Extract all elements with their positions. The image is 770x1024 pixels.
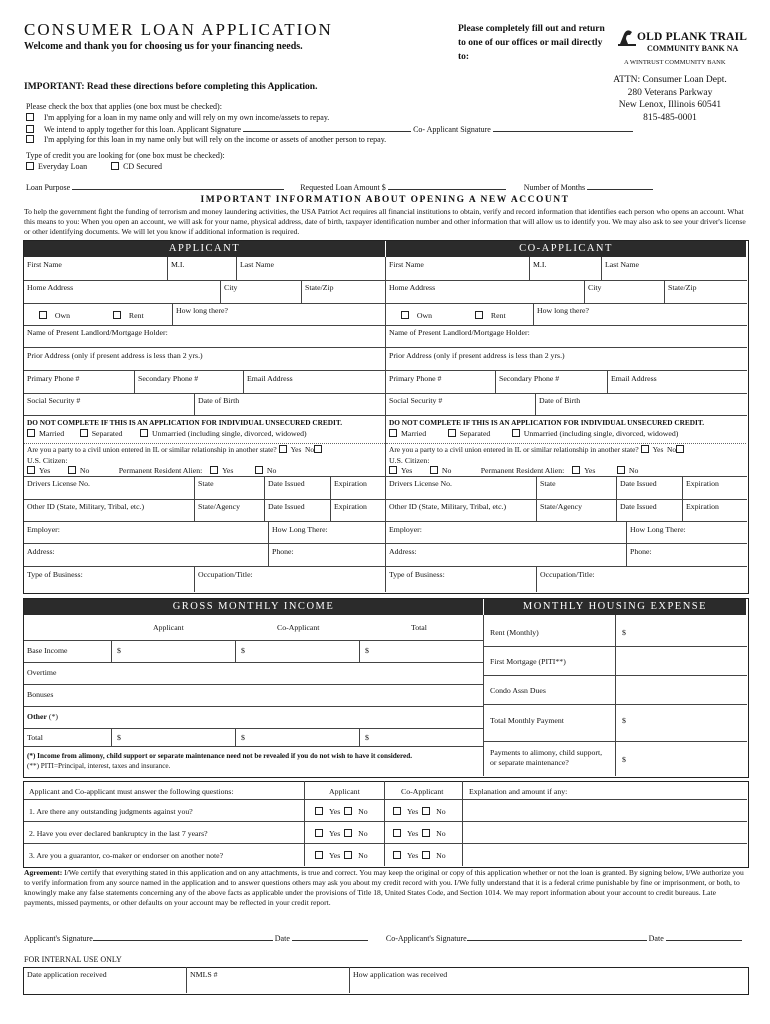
option2-label: We intend to apply together for this loan. Applicant Signature <box>44 125 242 134</box>
co-business[interactable]: Type of Business: <box>389 570 445 579</box>
app-alien-label: Permanent Resident Alien: <box>118 466 203 475</box>
co-own-label: Own <box>416 311 433 320</box>
app-own-checkbox[interactable] <box>39 311 47 319</box>
co-separated-checkbox[interactable] <box>448 429 456 437</box>
co-citizen-no[interactable] <box>430 466 438 474</box>
option3-checkbox[interactable] <box>26 135 34 143</box>
question-2: 2. Have you ever declared bankruptcy in the last 7 years? <box>29 829 208 838</box>
app-business[interactable]: Type of Business: <box>27 570 83 579</box>
co-married-label: Married <box>401 429 427 438</box>
important-note: IMPORTANT: Read these directions before completing this Application. <box>24 82 318 92</box>
question-1: 1. Are there any outstanding judgments against you? <box>29 807 193 816</box>
app-emp-howlong[interactable]: How Long There: <box>272 525 328 534</box>
bank-logo <box>618 26 752 74</box>
co-dl-state[interactable]: State <box>540 479 556 488</box>
app-id-issued[interactable]: Date Issued <box>268 502 305 511</box>
mortgage-label: First Mortgage (PITI**) <box>490 657 566 666</box>
months-label: Number of Months <box>523 183 586 192</box>
total-payment-label: Total Monthly Payment <box>490 716 564 725</box>
option2-checkbox[interactable] <box>26 125 34 133</box>
co-union-label: Are you a party to a civil union entered in IL or similar relationship in another state? <box>389 445 639 454</box>
logo-subname: COMMUNITY BANK NA <box>647 44 739 53</box>
app-landlord[interactable]: Name of Present Landlord/Mortgage Holder: <box>27 328 168 337</box>
app-separated-checkbox[interactable] <box>80 429 88 437</box>
co-landlord[interactable]: Name of Present Landlord/Mortgage Holder: <box>389 328 530 337</box>
alimony-label: Payments to alimony, child support, or separate maintenance? <box>490 748 603 767</box>
coapplicant-date-field[interactable] <box>666 932 742 941</box>
co-rent-checkbox[interactable] <box>475 311 483 319</box>
base-income-applicant[interactable]: $ <box>117 646 121 655</box>
loan-details <box>26 181 653 192</box>
q2-app-no[interactable] <box>344 829 352 837</box>
co-emp-phone[interactable]: Phone: <box>630 547 652 556</box>
coapplicant-date-label: Date <box>648 934 664 943</box>
q1-co-yes[interactable] <box>393 807 401 815</box>
co-home-address[interactable]: Home Address <box>389 283 436 292</box>
q2-app-yes[interactable] <box>315 829 323 837</box>
app-primary-phone[interactable]: Primary Phone # <box>27 374 80 383</box>
income-col-total: Total <box>411 623 427 632</box>
option1-label: I'm applying for a loan in my name only and will rely on my own income/assets to repay. <box>44 113 330 122</box>
co-unmarried-label: Unmarried (including single, divorced, widowed) <box>523 429 679 438</box>
app-warning: DO NOT COMPLETE IF THIS IS AN APPLICATION FOR INDIVIDUAL UNSECURED CREDIT. <box>27 418 343 427</box>
app-home-address[interactable]: Home Address <box>27 283 74 292</box>
total-income-label: Total <box>27 733 43 742</box>
co-id-agency[interactable]: State/Agency <box>540 502 583 511</box>
internal-use-label: FOR INTERNAL USE ONLY <box>24 955 122 964</box>
cd-secured-label: CD Secured <box>123 162 162 171</box>
app-own-label: Own <box>54 311 71 320</box>
co-emp-howlong[interactable]: How Long There: <box>630 525 686 534</box>
co-last-name[interactable]: Last Name <box>605 260 639 269</box>
app-email[interactable]: Email Address <box>247 374 293 383</box>
co-warning: DO NOT COMPLETE IF THIS IS AN APPLICATION FOR INDIVIDUAL UNSECURED CREDIT. <box>389 418 705 427</box>
q1-co-no-label: No <box>436 807 446 816</box>
applicant-date-label: Date <box>274 934 290 943</box>
co-prior-address[interactable]: Prior Address (only if present address is less than 2 yrs.) <box>389 351 565 360</box>
app-union-yes[interactable] <box>279 445 287 453</box>
co-unmarried-checkbox[interactable] <box>512 429 520 437</box>
app-rent-checkbox[interactable] <box>113 311 121 319</box>
city-line: New Lenox, Illinois 60541 <box>618 100 722 110</box>
q3-app-yes-label: Yes <box>328 851 341 860</box>
app-citizen-yes-label: Yes <box>39 466 51 475</box>
street-line: 280 Veterans Parkway <box>627 87 713 98</box>
app-alien-yes-label: Yes <box>222 466 234 475</box>
co-alien-yes-label: Yes <box>584 466 596 475</box>
q-col-coapplicant: Co-Applicant <box>401 787 444 796</box>
co-union-no-label: No <box>667 445 677 454</box>
app-unmarried-label: Unmarried (including single, divorced, widowed) <box>152 429 307 438</box>
co-primary-phone[interactable]: Primary Phone # <box>389 374 442 383</box>
condo-label: Condo Assn Dues <box>490 686 546 695</box>
how-received-field[interactable]: How application was received <box>353 970 448 979</box>
app-how-long[interactable]: How long there? <box>176 306 228 315</box>
applicant-signature-field[interactable] <box>93 932 273 941</box>
co-citizen-yes-label: Yes <box>401 466 413 475</box>
date-received-field[interactable]: Date application received <box>27 970 107 979</box>
app-citizen-no-label: No <box>79 466 90 475</box>
applicant-signature-label: Applicant's Signature <box>24 934 93 943</box>
app-married-checkbox[interactable] <box>27 429 35 437</box>
phone-line: 815-485-0001 <box>643 112 697 123</box>
option1-checkbox[interactable] <box>26 113 34 121</box>
q3-co-no-label: No <box>436 851 446 860</box>
income-note-1: (*) Income from alimony, child support or separate maintenance need not be revealed if you do not wish to have it considered. <box>27 752 412 760</box>
applicant-header: APPLICANT <box>24 241 385 257</box>
co-employer[interactable]: Employer: <box>389 525 422 534</box>
app-dl-issued[interactable]: Date Issued <box>268 479 305 488</box>
coapplicant-signature-line[interactable] <box>493 123 633 132</box>
app-id-agency[interactable]: State/Agency <box>198 502 241 511</box>
co-union-yes-label: Yes <box>652 445 664 454</box>
app-dl-state[interactable]: State <box>198 479 214 488</box>
app-dl-exp[interactable]: Expiration <box>334 479 367 488</box>
option2-co-label: Co- Applicant Signature <box>413 125 491 134</box>
income-note-2: (**) PITI=Principal, interest, taxes and insurance. <box>27 762 171 770</box>
income-header: GROSS MONTHLY INCOME <box>24 599 483 615</box>
agreement-label: Agreement: <box>24 868 63 877</box>
app-citizen-label: U.S. Citizen: <box>27 456 68 465</box>
app-separated-label: Separated <box>91 429 123 438</box>
co-dl-issued[interactable]: Date Issued <box>620 479 657 488</box>
tree-icon <box>618 26 636 46</box>
agreement-text <box>24 868 746 908</box>
co-id-exp[interactable]: Expiration <box>686 502 719 511</box>
applicant-signature-line[interactable] <box>243 123 411 132</box>
loan-purpose-label: Loan Purpose <box>26 183 71 192</box>
co-dl-exp[interactable]: Expiration <box>686 479 719 488</box>
co-union-yes[interactable] <box>641 445 649 453</box>
app-alien-no-label: No <box>266 466 277 475</box>
q3-app-yes[interactable] <box>315 851 323 859</box>
app-union-label: Are you a party to a civil union entered in IL or similar relationship in another state? <box>27 445 277 454</box>
q1-app-no[interactable] <box>344 807 352 815</box>
co-rent-label: Rent <box>490 311 506 320</box>
co-dob[interactable]: Date of Birth <box>539 396 581 405</box>
everyday-loan-label: Everyday Loan <box>38 162 88 171</box>
app-dl[interactable]: Drivers License No. <box>27 479 91 488</box>
q2-co-no-label: No <box>436 829 446 838</box>
co-id-issued[interactable]: Date Issued <box>620 502 657 511</box>
overtime-label[interactable]: Overtime <box>27 668 57 677</box>
q2-co-no[interactable] <box>422 829 430 837</box>
app-married-label: Married <box>39 429 65 438</box>
signature-row <box>24 932 748 943</box>
income-col-coapplicant: Co-Applicant <box>277 623 320 632</box>
co-dl[interactable]: Drivers License No. <box>389 479 453 488</box>
app-emp-address[interactable]: Address: <box>27 547 55 556</box>
attn-line: ATTN: Consumer Loan Dept. <box>613 75 727 85</box>
q3-co-no[interactable] <box>422 851 430 859</box>
app-alien-no[interactable] <box>255 466 263 474</box>
co-ssn[interactable]: Social Security # <box>389 396 443 405</box>
income-col-applicant: Applicant <box>153 623 184 632</box>
alimony-amount[interactable]: $ <box>622 755 626 764</box>
app-citizen-no[interactable] <box>68 466 76 474</box>
coapplicant-signature-label: Co-Applicant's Signature <box>385 934 467 943</box>
co-union-no[interactable] <box>676 445 684 453</box>
app-rent-label: Rent <box>128 311 144 320</box>
cd-secured-checkbox[interactable] <box>111 162 119 170</box>
housing-header: MONTHLY HOUSING EXPENSE <box>484 599 746 615</box>
other-income-word: Other <box>27 712 47 721</box>
app-unmarried-checkbox[interactable] <box>140 429 148 437</box>
base-income-label: Base Income <box>27 646 68 655</box>
co-alien-no[interactable] <box>617 466 625 474</box>
logo-wintrust: A WINTRUST COMMUNITY BANK <box>624 59 726 66</box>
nmls-field[interactable]: NMLS # <box>190 970 218 979</box>
loan-amount-field[interactable] <box>388 181 506 190</box>
loan-purpose-field[interactable] <box>72 181 284 190</box>
credit-type <box>26 150 225 172</box>
bonuses-label[interactable]: Bonuses <box>27 690 54 699</box>
co-city[interactable]: City <box>588 283 602 292</box>
applicant-type-checklist <box>26 101 633 145</box>
months-field[interactable] <box>587 181 653 190</box>
app-union-no-label: No <box>305 445 315 454</box>
patriot-heading: IMPORTANT INFORMATION ABOUT OPENING A NEW ACCOUNT <box>200 195 570 205</box>
co-alien-no-label: No <box>628 466 639 475</box>
co-own-checkbox[interactable] <box>401 311 409 319</box>
app-union-yes-label: Yes <box>290 445 302 454</box>
co-citizen-label: U.S. Citizen: <box>389 456 430 465</box>
total-income-applicant[interactable]: $ <box>117 733 121 742</box>
co-how-long[interactable]: How long there? <box>537 306 589 315</box>
app-citizen-yes[interactable] <box>27 466 35 474</box>
q1-app-no-label: No <box>358 807 368 816</box>
co-first-name[interactable]: First Name <box>389 260 424 269</box>
q2-co-yes[interactable] <box>393 829 401 837</box>
loan-amount-label: Requested Loan Amount $ <box>300 183 386 192</box>
q3-co-yes[interactable] <box>393 851 401 859</box>
applicant-date-field[interactable] <box>292 932 368 941</box>
app-secondary-phone[interactable]: Secondary Phone # <box>138 374 199 383</box>
q2-app-yes-label: Yes <box>328 829 341 838</box>
co-mi[interactable]: M.I. <box>533 260 547 269</box>
app-occupation[interactable]: Occupation/Title: <box>198 570 253 579</box>
app-mi[interactable]: M.I. <box>171 260 185 269</box>
patriot-text: To help the government fight the funding of terrorism and money laundering activities, the USA Patriot Act requires all financial institutions to obtain, verify and record information that identifies each person who opens an account. What this means to you: When you open an account, we will ask for your name, physical address, date of birth, taxpayer identification number and other information that will allow us to identify you. We may also ask to see your driver's license or other identifying documents. We will let you know if additional information is required. <box>24 207 746 236</box>
app-other-id[interactable]: Other ID (State, Military, Tribal, etc.) <box>27 502 145 511</box>
rent-label: Rent (Monthly) <box>490 628 539 637</box>
form-title: CONSUMER LOAN APPLICATION <box>24 20 333 39</box>
q-col-explain: Explanation and amount if any: <box>469 787 568 796</box>
return-instructions: Please completely fill out and return to one of our offices or mail directly to: <box>458 24 605 62</box>
app-union-no[interactable] <box>314 445 322 453</box>
q1-co-no[interactable] <box>422 807 430 815</box>
app-last-name[interactable]: Last Name <box>240 260 274 269</box>
q2-co-yes-label: Yes <box>406 829 419 838</box>
app-ssn[interactable]: Social Security # <box>27 396 81 405</box>
total-income-total[interactable]: $ <box>365 733 369 742</box>
q2-app-no-label: No <box>358 829 368 838</box>
co-citizen-yes[interactable] <box>389 466 397 474</box>
other-income-mark: (*) <box>48 712 58 721</box>
base-income-coapplicant[interactable]: $ <box>241 646 245 655</box>
credit-type-label: Type of credit you are looking for (one box must be checked): <box>26 151 225 160</box>
co-alien-yes[interactable] <box>572 466 580 474</box>
question-3: 3. Are you a guarantor, co-maker or endorser on another note? <box>29 851 224 860</box>
other-income-label[interactable] <box>24 710 61 723</box>
co-secondary-phone[interactable]: Secondary Phone # <box>499 374 560 383</box>
q1-app-yes-label: Yes <box>328 807 341 816</box>
total-payment-amount[interactable]: $ <box>622 716 626 725</box>
co-citizen-no-label: No <box>441 466 452 475</box>
co-state-zip[interactable]: State/Zip <box>668 283 697 292</box>
q3-app-no[interactable] <box>344 851 352 859</box>
co-separated-label: Separated <box>459 429 491 438</box>
coapplicant-header: CO-APPLICANT <box>386 241 746 257</box>
everyday-loan-checkbox[interactable] <box>26 162 34 170</box>
co-emp-address[interactable]: Address: <box>389 547 417 556</box>
base-income-total[interactable]: $ <box>365 646 369 655</box>
coapplicant-signature-field[interactable] <box>467 932 647 941</box>
co-other-id[interactable]: Other ID (State, Military, Tribal, etc.) <box>389 502 507 511</box>
co-occupation[interactable]: Occupation/Title: <box>540 570 595 579</box>
app-prior-address[interactable]: Prior Address (only if present address is less than 2 yrs.) <box>27 351 203 360</box>
co-married-checkbox[interactable] <box>389 429 397 437</box>
app-emp-phone[interactable]: Phone: <box>272 547 294 556</box>
agreement-body: I/We certify that everything stated in this application and on any attachments, is true and correct. You may keep the original or copy of this application whether or not the loan is granted. By signing below, I/We authorize you to verify information from any source named in the application and to answer questions others may ask you about my credit record with you. I/We fully understand that it is a federal crime punishable by fine or imprisonment, or both, to knowingly make any false statements concerning any of the above facts as applicable under the provisions of Title 18, United States Code, and Section 1014. We may report information about your account to credit bureaus. Late payments, missed payments, or other defaults on your account may be reflected in your credit report. <box>24 868 744 907</box>
app-city[interactable]: City <box>224 283 238 292</box>
co-email[interactable]: Email Address <box>611 374 657 383</box>
app-id-exp[interactable]: Expiration <box>334 502 367 511</box>
total-income-coapplicant[interactable]: $ <box>241 733 245 742</box>
app-alien-yes[interactable] <box>210 466 218 474</box>
logo-name: OLD PLANK TRAIL <box>637 31 748 43</box>
q-col-applicant: Applicant <box>329 787 360 796</box>
app-state-zip[interactable]: State/Zip <box>305 283 334 292</box>
co-alien-label: Permanent Resident Alien: <box>480 466 565 475</box>
app-first-name[interactable]: First Name <box>27 260 62 269</box>
q3-app-no-label: No <box>358 851 368 860</box>
checklist-intro: Please check the box that applies (one box must be checked): <box>26 102 222 111</box>
app-dob[interactable]: Date of Birth <box>198 396 240 405</box>
q1-co-yes-label: Yes <box>406 807 419 816</box>
app-employer[interactable]: Employer: <box>27 525 60 534</box>
questions-header: Applicant and Co-applicant must answer the following questions: <box>29 787 234 796</box>
q3-co-yes-label: Yes <box>406 851 419 860</box>
rent-amount[interactable]: $ <box>622 628 626 637</box>
q1-app-yes[interactable] <box>315 807 323 815</box>
form-subtitle: Welcome and thank you for choosing us for your financing needs. <box>24 41 303 52</box>
option3-label: I'm applying for this loan in my name only but will rely on the income or assets of another person to repay. <box>44 135 387 144</box>
